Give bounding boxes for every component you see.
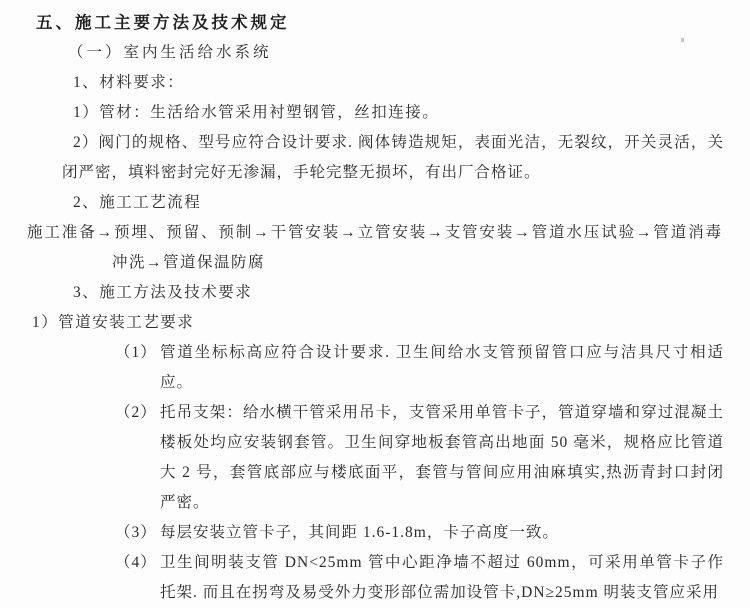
scan-artifact [681,38,684,42]
materials-point-2: 2）阀门的规格、型号应符合设计要求. 阀体铸造规矩，表面光洁，无裂纹，开关灵活，关闭严密，填料密封完好无渗漏，手轮完整无损坏，有出厂合格证。 [62,134,724,181]
section-heading: （一）室内生活给水系统 [68,44,272,61]
point-text: 每层安装立管卡子，其间距 1.6-1.8m，卡子高度一致。 [160,524,559,541]
numbered-point [27,548,724,608]
materials-heading: 1、材料要求： [73,74,185,91]
process-flow-heading: 2、施工工艺流程 [73,194,202,211]
point-text: 托吊支架：给水横干管采用吊卡，支管采用单管卡子，管道穿墙和穿过混凝土楼板处均应安装钢套管。卫生间穿地板套管高出地面 50 毫米，规格应比管道大 2 号，套管底部应与楼底面平，套管与管间应用油麻填实,热沥青封口封闭严密。 [160,404,724,511]
pipe-install-heading: 1）管道安装工艺要求 [32,314,195,331]
point-marker: （1） [115,344,157,361]
point-marker: （2） [115,404,157,421]
point-text: 卫生间明装支管 DN<25mm 管中心距净墙不超过 60mm，可采用单管卡子作托架. 而且在拐弯及易受外力变形部位需加设管卡,DN≥25mm 明装支管应采用 [160,554,724,601]
point-marker: （4） [115,554,157,571]
process-flow-line-2: 冲洗→管道保温防腐 [112,254,266,271]
materials-point-1: 1）管材：生活给水管采用衬塑钢管，丝扣连接。 [73,104,440,121]
point-text: 管道坐标标高应符合设计要求. 卫生间给水支管预留管口应与洁具尺寸相适应。 [160,344,724,391]
point-marker: （3） [115,524,157,541]
chapter-heading: 五、施工主要方法及技术规定 [36,13,290,32]
process-flow-line-1: 施工准备→预埋、预留、预制→干管安装→立管安装→支管安装→管道水压试验→管道消毒 [27,224,724,241]
numbered-point [27,518,724,548]
numbered-point [27,398,724,518]
methods-heading: 3、施工方法及技术要求 [73,284,253,301]
numbered-point [27,338,724,398]
